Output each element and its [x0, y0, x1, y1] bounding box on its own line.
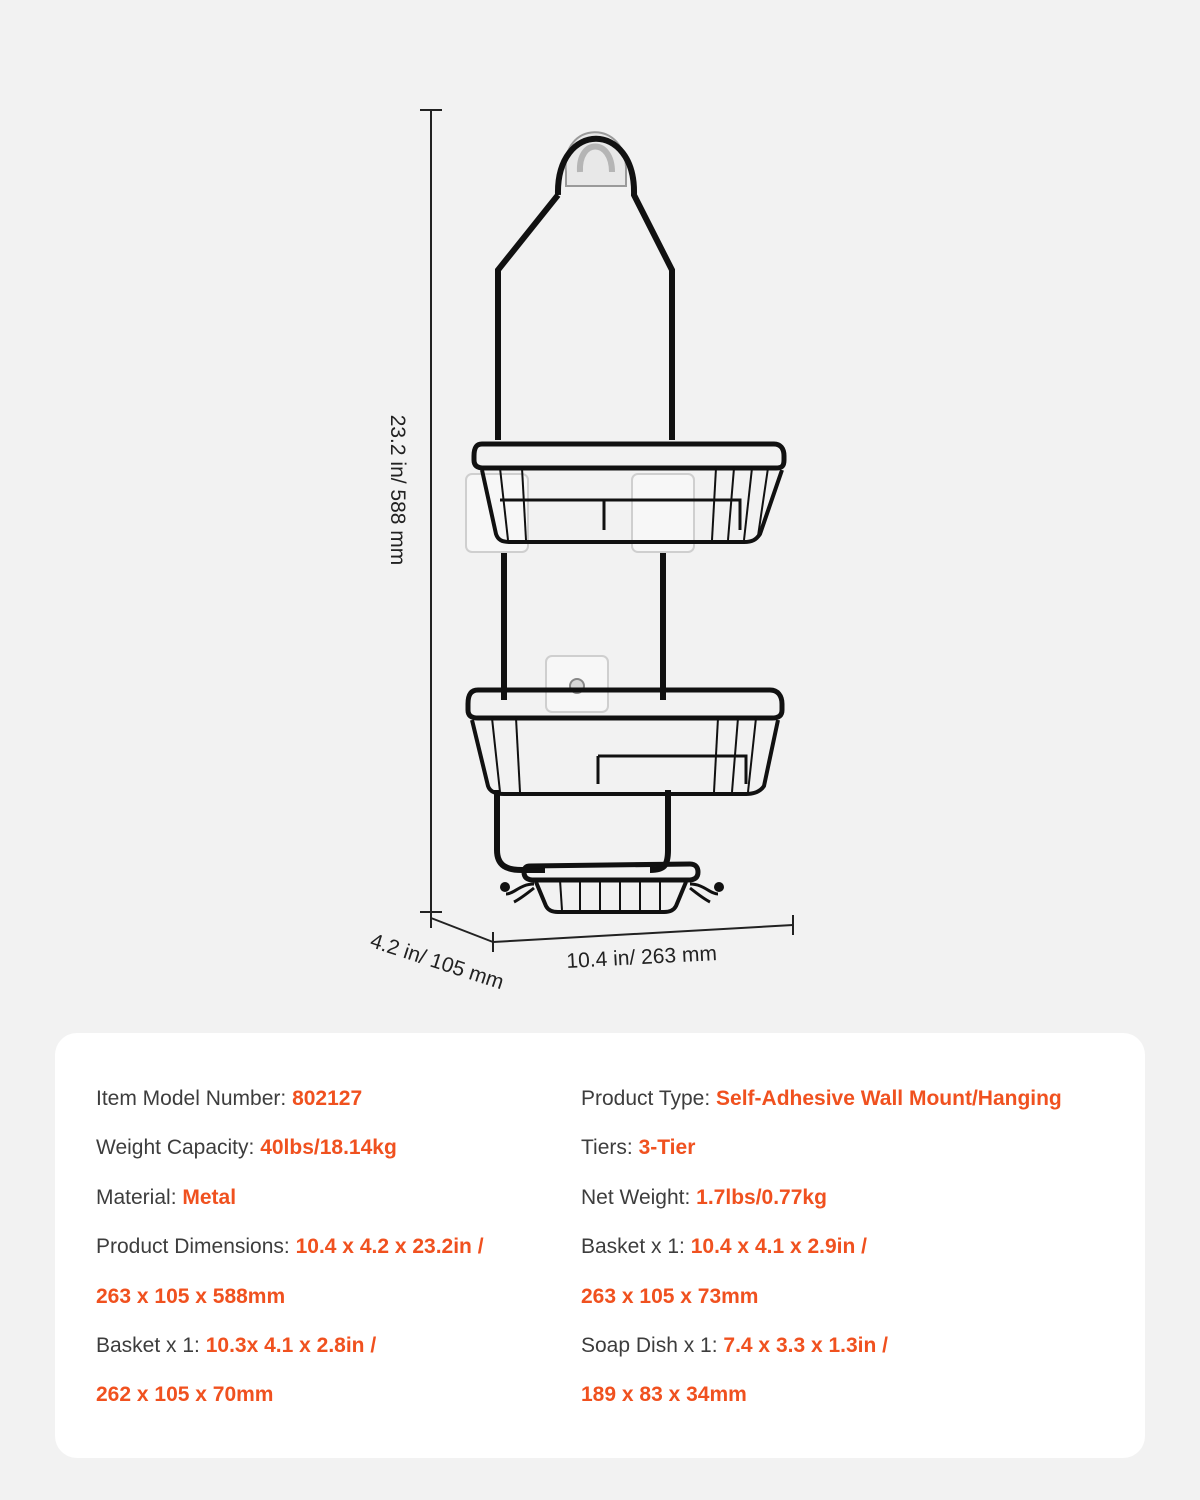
spec-row: [581, 1229, 1121, 1278]
spec-card: [55, 1033, 1145, 1458]
spec-value: 263 x 105 x 588mm: [96, 1284, 286, 1308]
spec-value: 1.7lbs/0.77kg: [696, 1185, 827, 1209]
spec-row: [581, 1081, 1121, 1130]
shower-caddy-image: [466, 132, 784, 912]
height-label: 23.2 in/ 588 mm: [386, 414, 409, 566]
spec-label: Tiers:: [581, 1136, 639, 1160]
spec-value: 10.3x 4.1 x 2.8in /: [205, 1333, 377, 1357]
spec-column-left: [96, 1081, 566, 1427]
spec-label: Product Dimensions:: [96, 1235, 296, 1259]
spec-row: [581, 1377, 1121, 1426]
spec-row: [581, 1279, 1121, 1328]
spec-label: Item Model Number:: [96, 1087, 293, 1110]
spec-value: 263 x 105 x 73mm: [581, 1284, 759, 1308]
spec-row: [96, 1081, 566, 1130]
spec-value: Self-Adhesive Wall Mount/Hanging: [716, 1087, 1062, 1110]
spec-row: [581, 1130, 1121, 1179]
height-dimension-line: [420, 110, 442, 912]
depth-label: 4.2 in/ 105 mm: [367, 929, 507, 995]
spec-label: Basket x 1:: [581, 1235, 691, 1259]
spec-value: 7.4 x 3.3 x 1.3in /: [723, 1333, 889, 1357]
spec-row: [96, 1377, 566, 1426]
spec-value: 40lbs/18.14kg: [260, 1136, 397, 1160]
spec-label: Material:: [96, 1185, 183, 1209]
spec-label: Soap Dish x 1:: [581, 1333, 724, 1357]
spec-row: [581, 1180, 1121, 1229]
spec-value: 10.4 x 4.1 x 2.9in /: [690, 1235, 868, 1259]
spec-value: Metal: [182, 1185, 237, 1209]
spec-label: Weight Capacity:: [96, 1136, 261, 1160]
spec-row: [96, 1229, 566, 1278]
spec-label: Net Weight:: [581, 1185, 697, 1209]
spec-value: 189 x 83 x 34mm: [581, 1383, 747, 1407]
spec-column-right: [581, 1081, 1121, 1427]
spec-value: 262 x 105 x 70mm: [96, 1383, 274, 1407]
depth-dimension-line: [431, 912, 493, 942]
spec-row: [96, 1328, 566, 1377]
width-label: 10.4 in/ 263 mm: [565, 942, 718, 973]
spec-value: 802127: [292, 1087, 363, 1110]
spec-row: [581, 1328, 1121, 1377]
spec-value: 10.4 x 4.2 x 23.2in /: [295, 1235, 484, 1259]
spec-row: [96, 1279, 566, 1328]
spec-label: Basket x 1:: [96, 1333, 206, 1357]
spec-row: [96, 1180, 566, 1229]
spec-value: 3-Tier: [638, 1136, 696, 1160]
spec-label: Product Type:: [581, 1087, 717, 1110]
spec-row: [96, 1130, 566, 1179]
